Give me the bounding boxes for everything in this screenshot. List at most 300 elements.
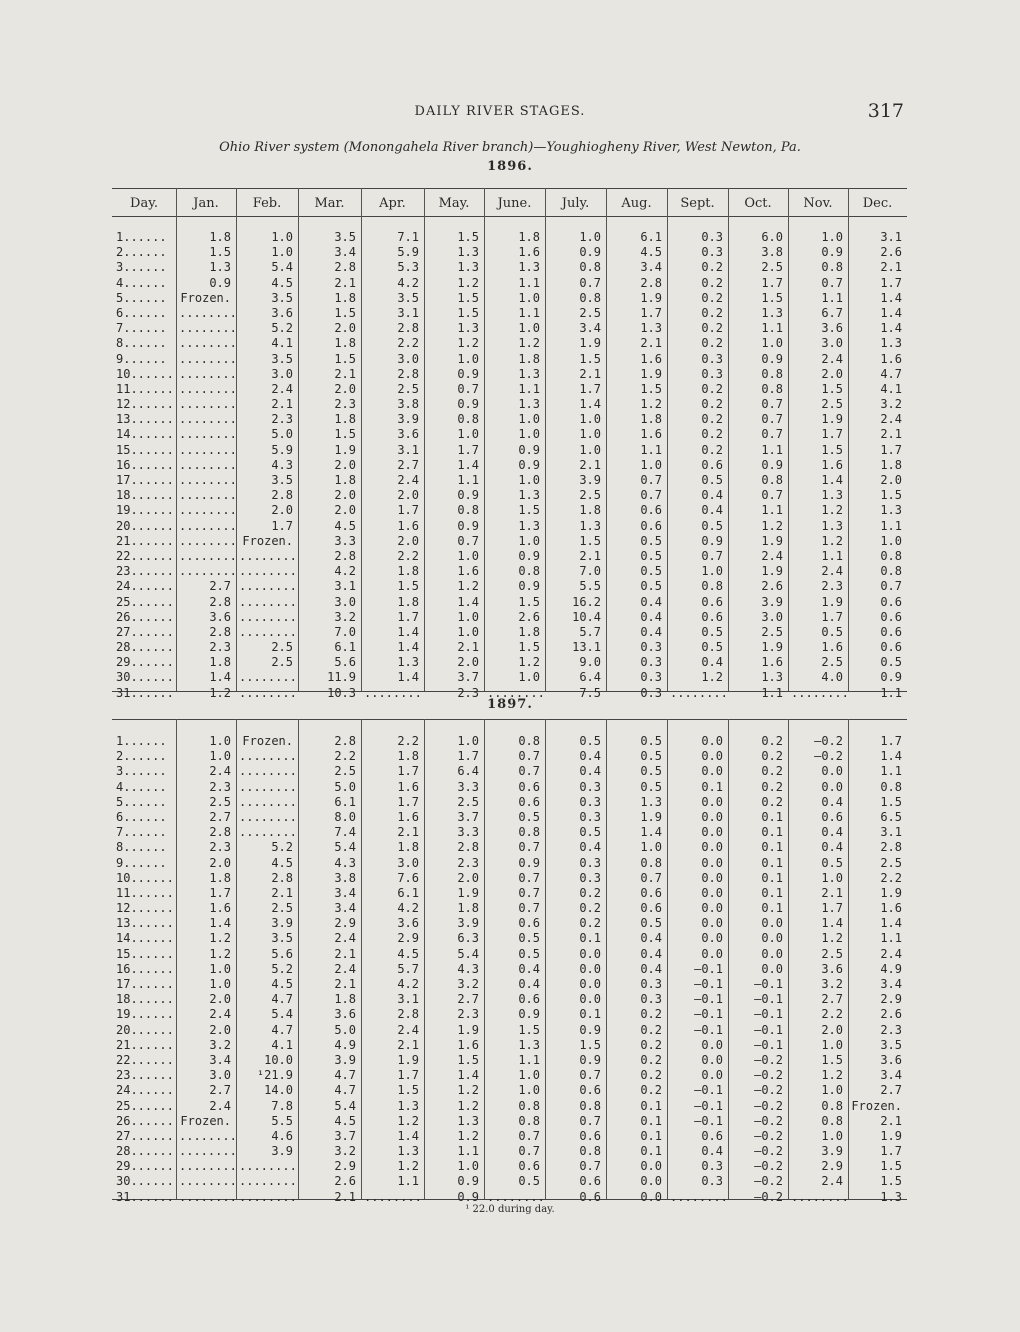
stage-value: 11.9 [327,670,356,685]
stage-value: ........ [239,579,297,594]
stage-value: 3.2 [334,609,356,624]
stage-value: ........ [179,1144,237,1159]
stage-value: 4.2 [397,901,419,916]
day-label: 3...... [116,260,167,275]
stage-value: ........ [179,366,237,381]
month-column [851,230,902,701]
stage-value: 0.9 [880,670,902,685]
stage-value: 1.0 [518,412,540,427]
stage-value: 4.6 [271,1128,293,1143]
stage-value: 1.7 [397,794,419,809]
stage-value: 1.7 [397,503,419,518]
stage-value: 0.7 [518,870,540,885]
stage-value: 5.0 [271,427,293,442]
stage-value: 1.6 [397,809,419,824]
stage-value: 3.1 [880,230,902,244]
stage-value: 2.5 [579,305,601,320]
stage-value: 2.5 [761,624,783,639]
stage-value: Frozen. [180,290,231,305]
stage-value: 1.5 [334,305,356,320]
stage-value: 4.5 [271,977,293,991]
stage-value: ........ [239,1159,297,1174]
stage-value: 1.0 [880,533,902,548]
stage-value: —0.2 [754,1098,783,1113]
stage-value: 1.1 [518,305,540,320]
stage-value: 2.3 [209,779,231,794]
stage-value: 7.8 [271,1098,293,1113]
stage-value: 5.2 [271,961,293,976]
day-label: 19...... [116,503,174,518]
stage-value: 0.4 [579,840,601,855]
stage-value: 0.9 [518,579,540,594]
column-divider [484,719,485,1199]
stage-value: 3.9 [579,473,601,487]
stage-value: 1.3 [457,245,479,260]
stage-value: 0.4 [640,624,662,639]
stage-value: —0.1 [754,1007,783,1022]
day-label: 26...... [116,609,174,624]
stage-value: 1.5 [821,1052,843,1067]
month-column [851,734,902,1205]
stage-value: 0.0 [701,870,723,885]
stage-value: 5.3 [397,260,419,275]
column-divider [545,719,546,1199]
stage-value: 0.3 [640,977,662,991]
stage-value: 5.7 [579,624,601,639]
day-label: 22...... [116,1052,174,1067]
stage-value: 0.2 [701,427,723,442]
stage-value: 6.4 [457,764,479,779]
stage-value: 2.8 [209,825,231,840]
stage-value: 5.9 [397,245,419,260]
stage-value: 3.5 [271,931,293,946]
stage-value: 2.5 [334,764,356,779]
stage-value: 0.9 [457,1189,479,1204]
stage-value: 0.2 [701,336,723,351]
stage-value: 1.2 [397,1159,419,1174]
stage-value: 3.6 [397,916,419,931]
stage-value: 3.0 [209,1068,231,1083]
stage-value: 5.9 [271,442,293,457]
stage-value: 2.0 [821,366,843,381]
stage-value: 1.2 [209,931,231,946]
stage-value: 10.3 [327,685,356,700]
day-label: 9...... [116,351,167,366]
stage-value: 2.8 [880,840,902,855]
stage-value: 1.8 [880,457,902,472]
column-divider [298,188,299,691]
day-label: 17...... [116,977,174,991]
stage-value: 3.7 [334,1128,356,1143]
stage-value: 0.6 [640,503,662,518]
day-label: 31...... [116,685,174,700]
stage-value: 2.6 [761,579,783,594]
stage-value: 1.4 [457,457,479,472]
stage-value: 1.9 [761,533,783,548]
stage-value: 1.6 [640,351,662,366]
day-label: 18...... [116,488,174,503]
stage-value: 0.5 [701,624,723,639]
stage-value: 4.2 [334,564,356,579]
stage-value: 5.2 [271,840,293,855]
stage-value: 5.2 [271,321,293,336]
stage-value: 1.5 [518,594,540,609]
stage-value: 1.1 [761,442,783,457]
stage-value: 1.1 [821,290,843,305]
stage-value: ........ [179,442,237,457]
stage-value: 0.2 [701,290,723,305]
stage-value: 14.0 [264,1083,293,1098]
stage-value: 2.3 [821,579,843,594]
stage-value: 1.8 [518,624,540,639]
stage-value: 0.4 [640,961,662,976]
stage-value: 0.8 [821,1098,843,1113]
stage-value: ........ [239,1189,297,1204]
day-label: 5...... [116,290,167,305]
stage-value: 3.8 [397,397,419,412]
stage-value: 1.3 [880,503,902,518]
stage-value: 6.0 [761,230,783,244]
stage-value: 0.3 [701,366,723,381]
stage-value: 1.7 [880,275,902,290]
column-header: May. [438,196,470,211]
stage-value: 0.4 [640,946,662,961]
stage-value: 3.8 [334,870,356,885]
stage-value: ........ [239,609,297,624]
stage-value: 1.8 [209,870,231,885]
stage-value: 0.3 [640,640,662,655]
stage-value: 2.1 [334,1189,356,1204]
stage-value: ........ [487,1189,545,1204]
stage-value: 1.0 [579,230,601,244]
stage-value: 1.4 [880,305,902,320]
stage-value: 1.1 [761,503,783,518]
stage-value: 0.2 [761,779,783,794]
stage-value: 0.6 [701,1128,723,1143]
stage-value: ........ [179,457,237,472]
stage-value: —0.2 [754,1144,783,1159]
stage-value: 1.5 [457,290,479,305]
stage-value: 2.8 [334,734,356,748]
stage-value: 0.4 [821,840,843,855]
stage-value: ........ [179,1174,237,1189]
column-header: Nov. [803,196,833,211]
stage-value: 2.4 [821,1174,843,1189]
stage-value: 2.1 [334,977,356,991]
month-column [791,230,849,701]
column-header: Aug. [621,196,652,211]
stage-value: 1.0 [518,1083,540,1098]
stage-value: 2.0 [334,321,356,336]
stage-value: 3.5 [334,230,356,244]
stage-value: 1.2 [518,655,540,670]
stage-value: 1.0 [640,457,662,472]
stage-value: 0.4 [701,655,723,670]
stage-value: 2.0 [457,870,479,885]
stage-value: 2.1 [334,946,356,961]
month-column [609,230,662,701]
stage-value: 1.7 [397,609,419,624]
stage-value: 5.4 [271,1007,293,1022]
stage-value: 2.8 [209,594,231,609]
stage-value: ........ [179,321,237,336]
stage-value: 0.3 [640,670,662,685]
stage-value: 1.9 [880,885,902,900]
stage-value: 3.5 [880,1037,902,1052]
stage-value: 1.7 [880,1144,902,1159]
stage-value: 1.9 [821,412,843,427]
stage-value: 0.8 [579,260,601,275]
stage-value: 1.1 [518,381,540,396]
stage-value: 7.0 [334,624,356,639]
stage-value: 0.9 [518,855,540,870]
stage-value: 2.3 [457,855,479,870]
stage-value: 5.4 [334,1098,356,1113]
stage-value: 2.7 [821,992,843,1007]
stage-value: 1.5 [880,488,902,503]
month-column [670,734,728,1205]
column-divider [424,719,425,1199]
stage-value: 1.5 [334,427,356,442]
stage-value: —0.1 [754,977,783,991]
stage-value: 7.5 [579,685,601,700]
stage-value: 5.5 [271,1113,293,1128]
stage-value: 6.1 [334,794,356,809]
stage-value: 0.7 [457,533,479,548]
stage-value: 2.7 [209,579,231,594]
column-divider [424,188,425,691]
stage-value: ¹21.9 [256,1068,293,1083]
stage-value: 0.2 [761,794,783,809]
stage-value: 0.0 [701,1052,723,1067]
stage-value: 0.4 [701,1144,723,1159]
stage-value: 0.7 [518,885,540,900]
stage-value: 0.3 [579,855,601,870]
stage-value: 7.6 [397,870,419,885]
stage-value: 0.5 [640,533,662,548]
stage-value: 1.7 [397,1068,419,1083]
stage-value: 0.5 [518,946,540,961]
stage-value: 1.0 [457,427,479,442]
stage-value: 0.5 [640,734,662,748]
stage-value: 0.7 [518,840,540,855]
stage-value: 1.7 [821,609,843,624]
stage-value: 1.3 [518,488,540,503]
day-label: 18...... [116,992,174,1007]
stage-value: 0.0 [701,946,723,961]
stage-value: 0.1 [761,840,783,855]
stage-value: 0.7 [518,901,540,916]
stage-value: 1.3 [821,518,843,533]
stage-value: ........ [239,779,297,794]
stage-value: 0.8 [640,855,662,870]
stage-value: 1.4 [640,825,662,840]
stage-value: 1.5 [209,245,231,260]
stage-value: —0.2 [754,1113,783,1128]
stage-value: 1.3 [821,488,843,503]
stage-value: 1.5 [821,381,843,396]
day-label: 19...... [116,1007,174,1022]
stage-value: 0.9 [761,457,783,472]
stage-value: 2.1 [271,397,293,412]
month-column [179,734,237,1205]
day-label: 13...... [116,412,174,427]
column-divider [176,719,177,1199]
stage-value: —0.1 [694,992,723,1007]
stage-value: 0.2 [761,749,783,764]
stage-value: —0.1 [754,992,783,1007]
stage-value: 2.0 [209,855,231,870]
stage-value: 1.0 [579,427,601,442]
stage-value: 2.0 [821,1022,843,1037]
stage-value: 1.5 [397,1083,419,1098]
stage-value: 1.6 [821,457,843,472]
stage-value: 1.4 [397,1128,419,1143]
stage-value: 0.2 [640,1022,662,1037]
stage-value: 1.0 [518,473,540,487]
stage-value: 1.8 [334,336,356,351]
stage-value: ........ [179,564,237,579]
stage-value: 0.0 [579,992,601,1007]
stage-value: 4.5 [397,946,419,961]
table-subtitle: Ohio River system (Monongahela River branch)—Youghiogheny River, West Newton, Pa. [219,140,801,155]
stage-value: 0.3 [701,1174,723,1189]
stage-value: 2.8 [397,1007,419,1022]
stage-value: 1.7 [821,901,843,916]
stage-value: 2.1 [880,260,902,275]
day-label: 13...... [116,916,174,931]
stage-value: 4.7 [880,366,902,381]
month-column [731,734,783,1205]
stage-value: 1.4 [579,397,601,412]
stage-value: 0.8 [579,1098,601,1113]
stage-value: 0.3 [640,685,662,700]
stage-value: 0.5 [518,931,540,946]
stage-value: 4.5 [271,275,293,290]
stage-value: 1.3 [397,1144,419,1159]
stage-value: 0.5 [640,579,662,594]
stage-value: 1.6 [880,901,902,916]
stage-value: ........ [179,351,237,366]
column-divider [361,188,362,691]
stage-value: 1.9 [334,442,356,457]
stage-value: 1.4 [397,640,419,655]
stage-value: 2.7 [880,1083,902,1098]
stage-value: 4.1 [880,381,902,396]
stage-value: 0.0 [701,809,723,824]
day-label: 30...... [116,670,174,685]
day-column [116,734,174,1205]
stage-value: 0.0 [579,961,601,976]
month-column [239,230,297,701]
day-label: 17...... [116,473,174,487]
month-column [239,734,297,1205]
stage-value: ........ [239,594,297,609]
stage-value: 9.0 [579,655,601,670]
stage-value: 0.6 [518,992,540,1007]
stage-value: 0.0 [701,1068,723,1083]
stage-value: 1.9 [640,290,662,305]
stage-value: 1.9 [397,1052,419,1067]
stage-value: 1.3 [880,336,902,351]
stage-value: 2.4 [821,564,843,579]
stage-value: 2.5 [271,655,293,670]
stage-value: 0.4 [640,594,662,609]
stage-value: 1.3 [640,794,662,809]
stage-value: 0.1 [640,1128,662,1143]
stage-value: 3.5 [397,290,419,305]
stage-value: 4.5 [640,245,662,260]
stage-value: 0.2 [579,901,601,916]
stage-value: ........ [179,488,237,503]
stage-value: 1.0 [640,840,662,855]
stage-value: 3.4 [334,885,356,900]
stage-value: 0.7 [518,764,540,779]
stage-value: 5.4 [457,946,479,961]
month-column [364,230,422,701]
stage-value: 2.8 [271,870,293,885]
stage-value: 2.4 [821,351,843,366]
stage-value: 0.9 [457,397,479,412]
day-label: 6...... [116,305,167,320]
stage-value: 3.5 [271,351,293,366]
stage-value: 0.6 [579,1128,601,1143]
stage-value: 0.5 [821,855,843,870]
stage-value: 4.0 [821,670,843,685]
stage-value: 0.1 [579,931,601,946]
stage-value: ........ [179,412,237,427]
column-divider [298,719,299,1199]
stage-value: 2.0 [334,503,356,518]
stage-value: 0.0 [640,1174,662,1189]
stage-value: ........ [670,1189,728,1204]
stage-value: 3.4 [334,245,356,260]
column-header: Sept. [680,196,715,211]
stage-value: 0.0 [761,931,783,946]
stage-value: 0.1 [761,885,783,900]
stage-value: 0.7 [640,473,662,487]
month-column [364,734,422,1205]
stage-value: 0.6 [880,594,902,609]
stage-value: 2.1 [271,885,293,900]
stage-value: 1.2 [209,946,231,961]
stage-value: 1.3 [579,518,601,533]
stage-value: 1.3 [518,518,540,533]
stage-value: 4.2 [397,275,419,290]
stage-value: 1.0 [518,427,540,442]
stage-value: 1.7 [457,442,479,457]
stage-value: 4.3 [334,855,356,870]
stage-value: 0.5 [518,809,540,824]
stage-value: 1.4 [457,1068,479,1083]
stage-value: 1.1 [761,685,783,700]
stage-value: 0.2 [640,1068,662,1083]
stage-value: 0.0 [640,1159,662,1174]
stage-value: 0.2 [701,397,723,412]
stage-value: 0.1 [761,855,783,870]
stage-value: 1.6 [880,351,902,366]
stage-value: 0.6 [701,457,723,472]
stage-value: 1.9 [457,885,479,900]
stage-value: 1.5 [880,1174,902,1189]
day-label: 23...... [116,1068,174,1083]
stage-value: —0.1 [694,1098,723,1113]
stage-value: 13.1 [572,640,601,655]
stage-value: 1.1 [880,518,902,533]
stage-value: 2.3 [880,1022,902,1037]
stage-value: 6.3 [457,931,479,946]
day-label: 1...... [116,734,167,748]
